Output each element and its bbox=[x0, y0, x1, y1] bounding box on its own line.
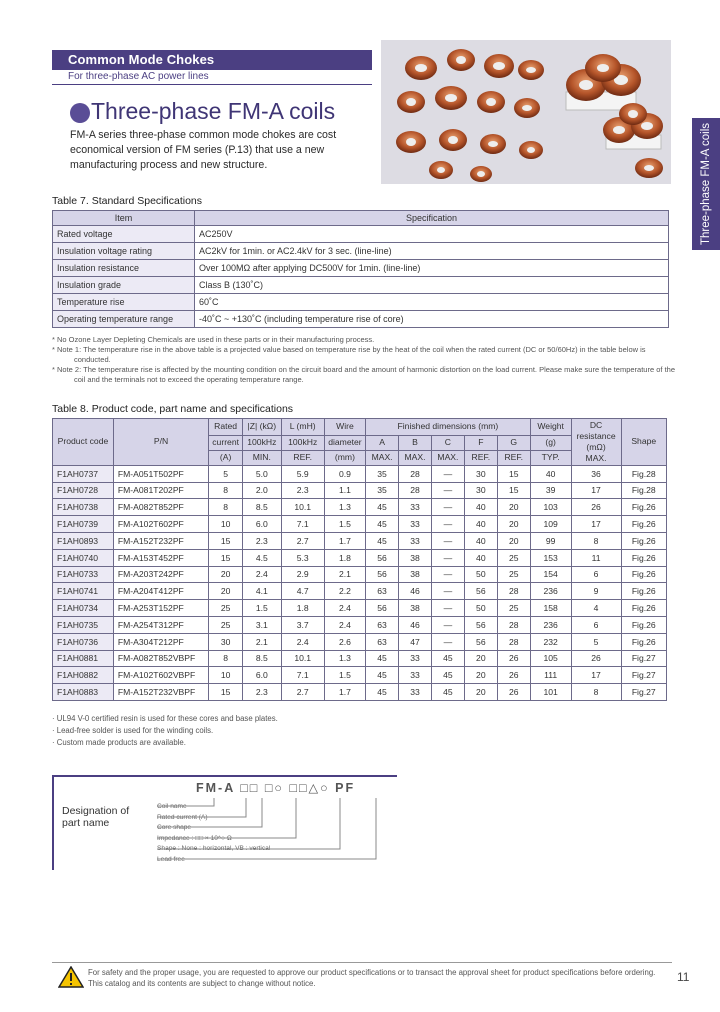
table7-header-item: Item bbox=[53, 211, 195, 226]
cell-dc-resistance: 17 bbox=[571, 516, 621, 533]
cell-inductance: 2.4 bbox=[281, 633, 324, 650]
cell-wire-diameter: 2.6 bbox=[324, 633, 365, 650]
cell-shape: Fig.26 bbox=[621, 532, 666, 549]
cell-dim-c: — bbox=[431, 583, 464, 600]
cell-weight: 158 bbox=[530, 600, 571, 617]
leader-line bbox=[157, 798, 296, 838]
cell-impedance: 8.5 bbox=[243, 650, 282, 667]
header-dim-b: B bbox=[399, 435, 432, 450]
cell-rated-current: 25 bbox=[209, 616, 243, 633]
header-dc-resistance: DC resistance (mΩ) MAX. bbox=[571, 419, 621, 466]
cell-rated-current: 20 bbox=[209, 583, 243, 600]
cell-dim-b: 28 bbox=[399, 465, 432, 482]
cell-shape: Fig.26 bbox=[621, 549, 666, 566]
cell-dc-resistance: 17 bbox=[571, 482, 621, 499]
cell-part-number: FM-A102T602PF bbox=[113, 516, 208, 533]
part-name-code: FM-A □□ □○ □□△○ PF bbox=[196, 781, 356, 795]
cell-dim-c: — bbox=[431, 465, 464, 482]
cell-rated-current: 15 bbox=[209, 549, 243, 566]
cell-part-number: FM-A082T852VBPF bbox=[113, 650, 208, 667]
cell-rated-current: 8 bbox=[209, 650, 243, 667]
designation-label: Designation of part name bbox=[62, 805, 130, 829]
cell-product-code: F1AH0734 bbox=[53, 600, 114, 617]
spec-value: AC2kV for 1min. or AC2.4kV for 3 sec. (line-line) bbox=[195, 243, 669, 260]
cell-inductance: 2.3 bbox=[281, 482, 324, 499]
cell-dim-a: 56 bbox=[366, 549, 399, 566]
cell-dim-a: 63 bbox=[366, 633, 399, 650]
header-wire-unit: (mm) bbox=[324, 450, 365, 465]
header-wire: Wire bbox=[324, 419, 365, 436]
header-z-min: MIN. bbox=[243, 450, 282, 465]
footer-line-1: For safety and the proper usage, you are requested to approve our product specifications or to transact the approval sheet for product specifications before ordering. bbox=[88, 968, 656, 977]
cell-weight: 103 bbox=[530, 499, 571, 516]
cell-dim-g: 25 bbox=[497, 549, 530, 566]
cell-dc-resistance: 36 bbox=[571, 465, 621, 482]
cell-impedance: 6.0 bbox=[243, 667, 282, 684]
spec-item: Temperature rise bbox=[53, 294, 195, 311]
cell-dc-resistance: 4 bbox=[571, 600, 621, 617]
cell-dc-resistance: 6 bbox=[571, 616, 621, 633]
cell-part-number: FM-A081T202PF bbox=[113, 482, 208, 499]
cell-dim-g: 25 bbox=[497, 600, 530, 617]
cell-wire-diameter: 2.2 bbox=[324, 583, 365, 600]
note-lead-free: · Lead-free solder is used for the winding coils. bbox=[52, 726, 214, 735]
cell-dim-f: 40 bbox=[464, 532, 497, 549]
header-weight-typ: TYP. bbox=[530, 450, 571, 465]
table7-header-spec: Specification bbox=[195, 211, 669, 226]
cell-product-code: F1AH0728 bbox=[53, 482, 114, 499]
cell-rated-current: 15 bbox=[209, 532, 243, 549]
cell-weight: 232 bbox=[530, 633, 571, 650]
note-1: * Note 1: The temperature rise in the above table is a projected value based on temperature rise by the heat of the coil when the rated current (DC or 50/60Hz) in the table below is conducted. bbox=[52, 345, 646, 364]
cell-dim-b: 33 bbox=[399, 516, 432, 533]
cell-dim-g: 28 bbox=[497, 633, 530, 650]
header-dim-f: F bbox=[464, 435, 497, 450]
header-l-freq: 100kHz bbox=[281, 435, 324, 450]
cell-product-code: F1AH0883 bbox=[53, 684, 114, 701]
cell-impedance: 2.0 bbox=[243, 482, 282, 499]
cell-weight: 40 bbox=[530, 465, 571, 482]
cell-inductance: 4.7 bbox=[281, 583, 324, 600]
cell-shape: Fig.28 bbox=[621, 482, 666, 499]
cell-weight: 109 bbox=[530, 516, 571, 533]
cell-rated-current: 10 bbox=[209, 516, 243, 533]
cell-impedance: 8.5 bbox=[243, 499, 282, 516]
header-weight-unit: (g) bbox=[530, 435, 571, 450]
cell-dim-f: 20 bbox=[464, 684, 497, 701]
cell-dc-resistance: 26 bbox=[571, 499, 621, 516]
spec-item: Insulation grade bbox=[53, 277, 195, 294]
cell-inductance: 1.8 bbox=[281, 600, 324, 617]
cell-rated-current: 5 bbox=[209, 465, 243, 482]
spec-value: 60˚C bbox=[195, 294, 669, 311]
cell-dim-g: 20 bbox=[497, 516, 530, 533]
cell-impedance: 4.5 bbox=[243, 549, 282, 566]
cell-dim-f: 30 bbox=[464, 465, 497, 482]
note-ozone: * No Ozone Layer Depleting Chemicals are used in these parts or in their manufacturing process. bbox=[52, 335, 375, 344]
cell-dim-g: 26 bbox=[497, 650, 530, 667]
cell-weight: 99 bbox=[530, 532, 571, 549]
cell-dc-resistance: 26 bbox=[571, 650, 621, 667]
cell-dim-a: 45 bbox=[366, 684, 399, 701]
cell-impedance: 3.1 bbox=[243, 616, 282, 633]
cell-dim-b: 38 bbox=[399, 566, 432, 583]
intro-paragraph: FM-A series three-phase common mode chokes are cost economical version of FM series (P.13) that use a new manufacturing process and new structure. bbox=[70, 129, 337, 171]
cell-dc-resistance: 8 bbox=[571, 684, 621, 701]
cell-shape: Fig.26 bbox=[621, 583, 666, 600]
footer-rule bbox=[52, 962, 672, 963]
table7-caption: Table 7. Standard Specifications bbox=[52, 195, 203, 207]
cell-wire-diameter: 1.7 bbox=[324, 684, 365, 701]
cell-dim-g: 15 bbox=[497, 482, 530, 499]
spec-value: -40˚C ~ +130˚C (including temperature rise of core) bbox=[195, 311, 669, 328]
cell-dim-c: — bbox=[431, 532, 464, 549]
cell-dim-b: 28 bbox=[399, 482, 432, 499]
cell-shape: Fig.26 bbox=[621, 633, 666, 650]
cell-dim-a: 35 bbox=[366, 465, 399, 482]
header-rated: Rated bbox=[209, 419, 243, 436]
legend-coil-name: Coil name bbox=[157, 803, 187, 810]
cell-product-code: F1AH0736 bbox=[53, 633, 114, 650]
cell-dim-f: 20 bbox=[464, 650, 497, 667]
header-wire-diameter: diameter bbox=[324, 435, 365, 450]
header-current-unit: (A) bbox=[209, 450, 243, 465]
cell-dim-b: 33 bbox=[399, 532, 432, 549]
side-tab-label: Three-phase FM-A coils bbox=[700, 122, 712, 246]
header-current: current bbox=[209, 435, 243, 450]
leader-line bbox=[157, 798, 246, 817]
cell-dim-c: — bbox=[431, 549, 464, 566]
cell-dim-f: 56 bbox=[464, 616, 497, 633]
cell-inductance: 2.7 bbox=[281, 684, 324, 701]
cell-dim-g: 20 bbox=[497, 532, 530, 549]
cell-weight: 111 bbox=[530, 667, 571, 684]
cell-dim-c: 45 bbox=[431, 650, 464, 667]
cell-dim-b: 33 bbox=[399, 650, 432, 667]
cell-product-code: F1AH0735 bbox=[53, 616, 114, 633]
note-2: * Note 2: The temperature rise is affected by the mounting condition on the circuit board and the amount of harmonic distortion on the load current. Please make sure the temperature of the coil and the terminals not to exceed the operating temperature range. bbox=[52, 365, 675, 384]
cell-weight: 105 bbox=[530, 650, 571, 667]
cell-wire-diameter: 1.7 bbox=[324, 532, 365, 549]
cell-part-number: FM-A304T212PF bbox=[113, 633, 208, 650]
cell-impedance: 2.1 bbox=[243, 633, 282, 650]
spec-item: Insulation resistance bbox=[53, 260, 195, 277]
cell-wire-diameter: 1.3 bbox=[324, 650, 365, 667]
cell-dim-a: 63 bbox=[366, 616, 399, 633]
cell-dim-f: 20 bbox=[464, 667, 497, 684]
header-c-max: MAX. bbox=[431, 450, 464, 465]
spec-value: Over 100MΩ after applying DC500V for 1min. (line-line) bbox=[195, 260, 669, 277]
note-custom: · Custom made products are available. bbox=[52, 738, 186, 747]
cell-shape: Fig.26 bbox=[621, 516, 666, 533]
section-title: Common Mode Chokes bbox=[68, 52, 215, 67]
cell-shape: Fig.26 bbox=[621, 600, 666, 617]
cell-shape: Fig.28 bbox=[621, 465, 666, 482]
cell-dim-b: 38 bbox=[399, 600, 432, 617]
cell-wire-diameter: 1.5 bbox=[324, 516, 365, 533]
cell-inductance: 10.1 bbox=[281, 499, 324, 516]
cell-dim-a: 56 bbox=[366, 566, 399, 583]
cell-inductance: 5.9 bbox=[281, 465, 324, 482]
cell-dim-g: 28 bbox=[497, 583, 530, 600]
cell-dim-a: 63 bbox=[366, 583, 399, 600]
header-dim-a: A bbox=[366, 435, 399, 450]
cell-shape: Fig.27 bbox=[621, 667, 666, 684]
cell-shape: Fig.26 bbox=[621, 616, 666, 633]
spec-value: Class B (130˚C) bbox=[195, 277, 669, 294]
cell-rated-current: 10 bbox=[209, 667, 243, 684]
cell-rated-current: 20 bbox=[209, 566, 243, 583]
cell-product-code: F1AH0740 bbox=[53, 549, 114, 566]
leader-line bbox=[157, 798, 376, 859]
cell-rated-current: 25 bbox=[209, 600, 243, 617]
header-z-freq: 100kHz bbox=[243, 435, 282, 450]
cell-product-code: F1AH0737 bbox=[53, 465, 114, 482]
cell-dim-a: 56 bbox=[366, 600, 399, 617]
cell-shape: Fig.27 bbox=[621, 650, 666, 667]
cell-dim-g: 20 bbox=[497, 499, 530, 516]
cell-inductance: 2.7 bbox=[281, 532, 324, 549]
cell-dim-a: 45 bbox=[366, 650, 399, 667]
cell-dim-g: 15 bbox=[497, 465, 530, 482]
header-finished-dimensions: Finished dimensions (mm) bbox=[366, 419, 531, 436]
cell-dim-f: 56 bbox=[464, 583, 497, 600]
cell-dc-resistance: 9 bbox=[571, 583, 621, 600]
cell-inductance: 3.7 bbox=[281, 616, 324, 633]
cell-dim-c: 45 bbox=[431, 684, 464, 701]
table8-caption: Table 8. Product code, part name and specifications bbox=[52, 403, 294, 415]
cell-dim-b: 46 bbox=[399, 616, 432, 633]
cell-dim-g: 26 bbox=[497, 667, 530, 684]
cell-shape: Fig.27 bbox=[621, 684, 666, 701]
cell-dim-c: — bbox=[431, 482, 464, 499]
cell-product-code: F1AH0738 bbox=[53, 499, 114, 516]
cell-dim-b: 33 bbox=[399, 667, 432, 684]
cell-wire-diameter: 2.4 bbox=[324, 616, 365, 633]
cell-rated-current: 30 bbox=[209, 633, 243, 650]
cell-product-code: F1AH0741 bbox=[53, 583, 114, 600]
cell-dim-a: 45 bbox=[366, 667, 399, 684]
header-weight: Weight bbox=[530, 419, 571, 436]
cell-wire-diameter: 2.1 bbox=[324, 566, 365, 583]
legend-core-shape: Core shape bbox=[157, 824, 192, 832]
header-product-code: Product code bbox=[53, 419, 114, 466]
cell-wire-diameter: 1.8 bbox=[324, 549, 365, 566]
header-dim-g: G bbox=[497, 435, 530, 450]
cell-dc-resistance: 8 bbox=[571, 532, 621, 549]
legend-lead-free: Lead free bbox=[157, 855, 185, 863]
cell-dim-c: — bbox=[431, 499, 464, 516]
cell-part-number: FM-A153T452PF bbox=[113, 549, 208, 566]
cell-part-number: FM-A253T152PF bbox=[113, 600, 208, 617]
cell-dc-resistance: 6 bbox=[571, 566, 621, 583]
cell-dim-f: 50 bbox=[464, 600, 497, 617]
cell-weight: 101 bbox=[530, 684, 571, 701]
legend-rated-current: Rated current (A) bbox=[157, 813, 208, 821]
header-f-ref: REF. bbox=[464, 450, 497, 465]
cell-dim-c: — bbox=[431, 600, 464, 617]
cell-impedance: 1.5 bbox=[243, 600, 282, 617]
cell-dim-a: 45 bbox=[366, 516, 399, 533]
spec-item: Operating temperature range bbox=[53, 311, 195, 328]
header-l-ref: REF. bbox=[281, 450, 324, 465]
header-b-max: MAX. bbox=[399, 450, 432, 465]
cell-part-number: FM-A102T602VBPF bbox=[113, 667, 208, 684]
cell-part-number: FM-A254T312PF bbox=[113, 616, 208, 633]
cell-impedance: 6.0 bbox=[243, 516, 282, 533]
cell-part-number: FM-A082T852PF bbox=[113, 499, 208, 516]
cell-inductance: 7.1 bbox=[281, 667, 324, 684]
cell-weight: 154 bbox=[530, 566, 571, 583]
cell-part-number: FM-A051T502PF bbox=[113, 465, 208, 482]
note-ul94: · UL94 V-0 certified resin is used for these cores and base plates. bbox=[52, 714, 278, 723]
cell-dim-f: 30 bbox=[464, 482, 497, 499]
cell-product-code: F1AH0881 bbox=[53, 650, 114, 667]
cell-wire-diameter: 1.5 bbox=[324, 667, 365, 684]
cell-wire-diameter: 2.4 bbox=[324, 600, 365, 617]
page-number: 11 bbox=[677, 970, 690, 984]
header-g-ref: REF. bbox=[497, 450, 530, 465]
cell-part-number: FM-A152T232VBPF bbox=[113, 684, 208, 701]
cell-dim-a: 35 bbox=[366, 482, 399, 499]
warning-icon bbox=[58, 966, 84, 988]
cell-wire-diameter: 0.9 bbox=[324, 465, 365, 482]
cell-rated-current: 8 bbox=[209, 499, 243, 516]
cell-dim-c: — bbox=[431, 516, 464, 533]
section-subtitle: For three-phase AC power lines bbox=[68, 71, 209, 82]
cell-impedance: 2.4 bbox=[243, 566, 282, 583]
cell-dim-f: 40 bbox=[464, 549, 497, 566]
header-l: L (mH) bbox=[281, 419, 324, 436]
cell-dim-b: 46 bbox=[399, 583, 432, 600]
cell-dim-g: 28 bbox=[497, 616, 530, 633]
cell-inductance: 7.1 bbox=[281, 516, 324, 533]
cell-rated-current: 8 bbox=[209, 482, 243, 499]
cell-dim-a: 45 bbox=[366, 532, 399, 549]
cell-dim-b: 33 bbox=[399, 499, 432, 516]
spec-item: Insulation voltage rating bbox=[53, 243, 195, 260]
footer-line-2: This catalog and its contents are subject to change without notice. bbox=[88, 978, 316, 988]
cell-impedance: 5.0 bbox=[243, 465, 282, 482]
header-z: |Z| (kΩ) bbox=[243, 419, 282, 436]
header-shape: Shape bbox=[621, 419, 666, 466]
leader-line bbox=[157, 798, 214, 806]
cell-dc-resistance: 5 bbox=[571, 633, 621, 650]
cell-dim-c: — bbox=[431, 616, 464, 633]
legend-shape: Shape : None : horizontal, VB : vertical bbox=[157, 845, 271, 853]
cell-weight: 39 bbox=[530, 482, 571, 499]
cell-dim-f: 40 bbox=[464, 499, 497, 516]
spec-item: Rated voltage bbox=[53, 226, 195, 243]
cell-impedance: 4.1 bbox=[243, 583, 282, 600]
footer-disclaimer bbox=[88, 968, 655, 989]
cell-dim-c: — bbox=[431, 566, 464, 583]
cell-impedance: 2.3 bbox=[243, 684, 282, 701]
header-a-max: MAX. bbox=[366, 450, 399, 465]
cell-rated-current: 15 bbox=[209, 684, 243, 701]
cell-wire-diameter: 1.3 bbox=[324, 499, 365, 516]
cell-wire-diameter: 1.1 bbox=[324, 482, 365, 499]
cell-weight: 236 bbox=[530, 583, 571, 600]
cell-dim-f: 40 bbox=[464, 516, 497, 533]
cell-dim-b: 38 bbox=[399, 549, 432, 566]
legend-impedance: Impedance : □□ × 10^○ Ω bbox=[157, 834, 232, 842]
cell-inductance: 5.3 bbox=[281, 549, 324, 566]
cell-dc-resistance: 17 bbox=[571, 667, 621, 684]
cell-weight: 153 bbox=[530, 549, 571, 566]
cell-part-number: FM-A152T232PF bbox=[113, 532, 208, 549]
cell-product-code: F1AH0733 bbox=[53, 566, 114, 583]
cell-dim-f: 50 bbox=[464, 566, 497, 583]
cell-shape: Fig.26 bbox=[621, 566, 666, 583]
cell-impedance: 2.3 bbox=[243, 532, 282, 549]
cell-part-number: FM-A203T242PF bbox=[113, 566, 208, 583]
cell-part-number: FM-A204T412PF bbox=[113, 583, 208, 600]
page-title: Three-phase FM-A coils bbox=[91, 98, 336, 124]
cell-dim-f: 56 bbox=[464, 633, 497, 650]
cell-product-code: F1AH0739 bbox=[53, 516, 114, 533]
header-dim-c: C bbox=[431, 435, 464, 450]
header-pn: P/N bbox=[113, 419, 208, 466]
cell-dim-c: — bbox=[431, 633, 464, 650]
cell-dim-b: 33 bbox=[399, 684, 432, 701]
cell-dim-b: 47 bbox=[399, 633, 432, 650]
cell-product-code: F1AH0882 bbox=[53, 667, 114, 684]
spec-value: AC250V bbox=[195, 226, 669, 243]
cell-dim-a: 45 bbox=[366, 499, 399, 516]
cell-weight: 236 bbox=[530, 616, 571, 633]
cell-dim-g: 25 bbox=[497, 566, 530, 583]
cell-shape: Fig.26 bbox=[621, 499, 666, 516]
cell-product-code: F1AH0893 bbox=[53, 532, 114, 549]
cell-inductance: 10.1 bbox=[281, 650, 324, 667]
cell-inductance: 2.9 bbox=[281, 566, 324, 583]
cell-dc-resistance: 11 bbox=[571, 549, 621, 566]
cell-dim-g: 26 bbox=[497, 684, 530, 701]
cell-dim-c: 45 bbox=[431, 667, 464, 684]
